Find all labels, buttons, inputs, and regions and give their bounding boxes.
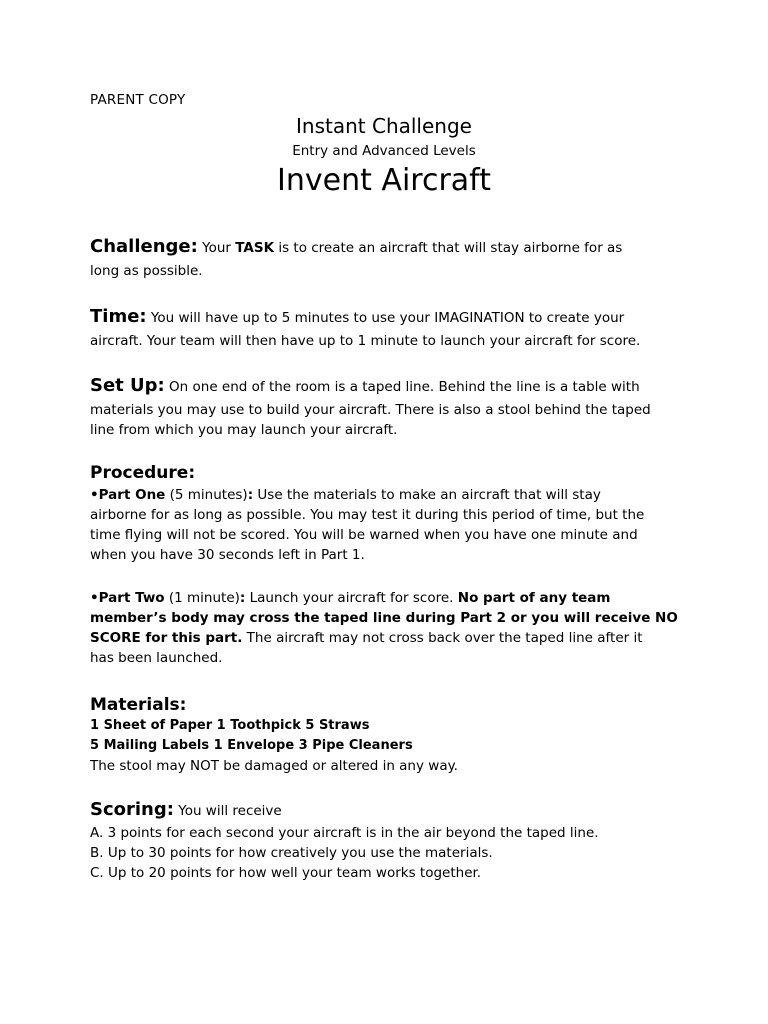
materials-line2: 5 Mailing Labels 1 Envelope 3 Pipe Cleaners — [90, 738, 413, 753]
challenge-name: Invent Aircraft — [277, 163, 491, 198]
time-heading: Time: — [90, 306, 147, 327]
challenge-text-a: Your — [202, 240, 236, 256]
challenge-text-c: long as possible. — [90, 263, 203, 279]
part2-text2: The aircraft may not cross back over the taped line after it — [242, 630, 643, 646]
scoring-item: C. Up to 20 points for how well your team works together. — [90, 865, 482, 881]
time-line1: You will have up to 5 minutes to use your IMAGINATION to create your — [150, 310, 625, 326]
part1-line2: airborne for as long as possible. You may test it during this period of time, but the — [90, 507, 645, 523]
part2-bold2: member’s body may cross the taped line during Part 2 or you will receive NO — [90, 610, 678, 626]
materials-line1: 1 Sheet of Paper 1 Toothpick 5 Straws — [90, 718, 370, 733]
part2-bold1: No part of any team — [457, 590, 611, 606]
part1-line3: time flying will not be scored. You will be warned when you have one minute and — [90, 527, 638, 543]
part1-duration: (5 minutes) — [165, 487, 248, 503]
part1-line4: when you have 30 seconds left in Part 1. — [90, 547, 365, 563]
part2-colon: : — [239, 590, 246, 606]
scoring-item: A. 3 points for each second your aircraft is in the air beyond the taped line. — [90, 825, 599, 841]
scoring-item: B. Up to 30 points for how creatively you use the materials. — [90, 845, 493, 861]
part2-bold3: SCORE for this part. — [90, 630, 243, 646]
procedure-part-two — [90, 588, 680, 668]
procedure-heading: Procedure: — [90, 463, 196, 483]
setup-line3: line from which you may launch your aircraft. — [90, 422, 398, 438]
setup-section — [90, 373, 680, 440]
setup-line1: On one end of the room is a taped line. Behind the line is a table with — [169, 379, 640, 395]
part1-colon: : — [247, 487, 254, 503]
part2-text3: has been launched. — [90, 650, 223, 666]
part2-text1: Launch your aircraft for score. — [245, 590, 458, 606]
document-subtitle: Entry and Advanced Levels — [292, 143, 476, 159]
time-section — [90, 304, 680, 351]
scoring-intro: You will receive — [178, 803, 282, 819]
parent-copy-label: PARENT COPY — [90, 92, 186, 108]
part1-label: Part One — [98, 487, 166, 503]
challenge-section — [90, 234, 680, 281]
document-title: Instant Challenge — [296, 114, 472, 138]
procedure-section — [90, 461, 680, 565]
time-line2: aircraft. Your team will then have up to 1 minute to launch your aircraft for score. — [90, 333, 641, 349]
challenge-task-word: TASK — [235, 240, 275, 256]
part1-line1: Use the materials to make an aircraft that will stay — [253, 487, 601, 503]
part2-duration: (1 minute) — [164, 590, 240, 606]
challenge-text-b: is to create an aircraft that will stay airborne for as — [274, 240, 623, 256]
setup-line2: materials you may use to build your aircraft. There is also a stool behind the taped — [90, 402, 651, 418]
materials-heading: Materials: — [90, 695, 187, 715]
scoring-heading: Scoring: — [90, 799, 174, 820]
materials-note: The stool may NOT be damaged or altered in any way. — [90, 758, 458, 774]
scoring-section — [90, 798, 680, 883]
challenge-heading: Challenge: — [90, 236, 198, 257]
setup-heading: Set Up: — [90, 375, 165, 396]
materials-section — [90, 694, 680, 776]
part2-label: Part Two — [98, 590, 165, 606]
part1-bullet: • — [90, 487, 99, 503]
part2-bullet: • — [90, 590, 99, 606]
